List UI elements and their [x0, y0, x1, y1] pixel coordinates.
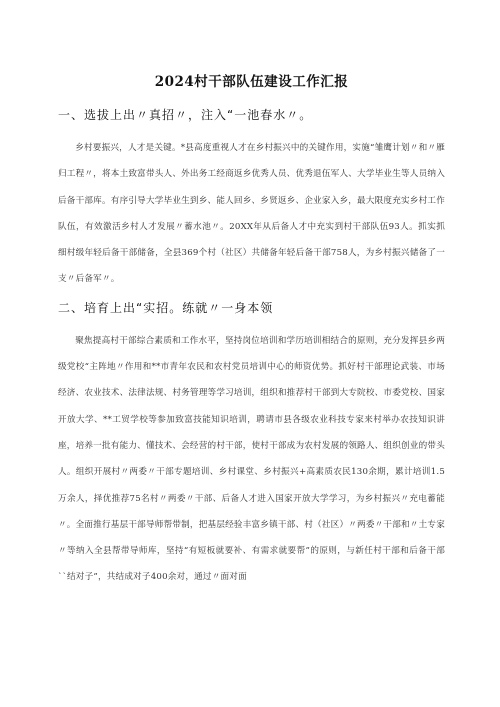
- section-heading-2: 二、培育上出“实招。练就〃一身本领: [58, 300, 274, 315]
- section-heading-1: 一、选拔上出〃真招〃，注入“一池春水〃。: [58, 108, 313, 122]
- section-paragraph-1: 乡村要振兴，人才是关键。*县高度重视人才在乡村振兴中的关键作用，实施“雏鹰计划〃和〃雁归工程〃，将本土致富带头人、外出务工经商返乡优秀人员、优秀退伍军人、大学毕业生等人员纳入后备干部库。有序引导大学毕业生到乡、能人回乡、乡贤返乡、企业家入乡，最大限度充实乡村工作队伍，有效激活乡村人才发展〃蓄水池〃。20XX年从后备人才中充实到村干部队伍93人。抓实抓细村级年轻后备干部储备，全县369个村（社区）共储备年轻后备干部758人，为乡村振兴储备了一支〃后备军〃。: [58, 143, 445, 285]
- section-paragraph-2: 聚焦提高村干部综合素质和工作水平，坚持岗位培训和学历培训相结合的原则，充分发挥县乡两级党校“主阵地〃作用和**市青年农民和农村党员培训中心的师资优势。抓好村干部理论武装、市场经济、农业技术、法律法规、村务管理等学习培训，组织和推荐村干部到大专院校、市委党校、国家开放大学、**工贸学校等参加致富技能知识培训，聘请市县各级农业科技专家来村举办农技知识讲座，培养一批有能力、懂技术、会经营的村干部，使村干部成为农村发展的领路人、组织创业的带头人。组织开展村〃两委〃干部专题培训、乡村课堂、乡村振兴+高素质农民130余期，累计培训1.5万余人，择优推荐75名村〃两委〃干部、后备人才进入国家开放大学学习，为乡村振兴〃充电蓄能〃。全面推行基层干部导师帮带制，把基层经验丰富乡镇干部、村（社区）〃两委〃干部和〃土专家〃等纳入全县帮带导师库，坚持“有短板就要补、有需求就要帮”的原则，与新任村干部和后备干部``结对子”，共结成对子400余对，通过〃面对面: [58, 335, 445, 583]
- document-title: 2024村干部队伍建设工作汇报: [154, 74, 349, 90]
